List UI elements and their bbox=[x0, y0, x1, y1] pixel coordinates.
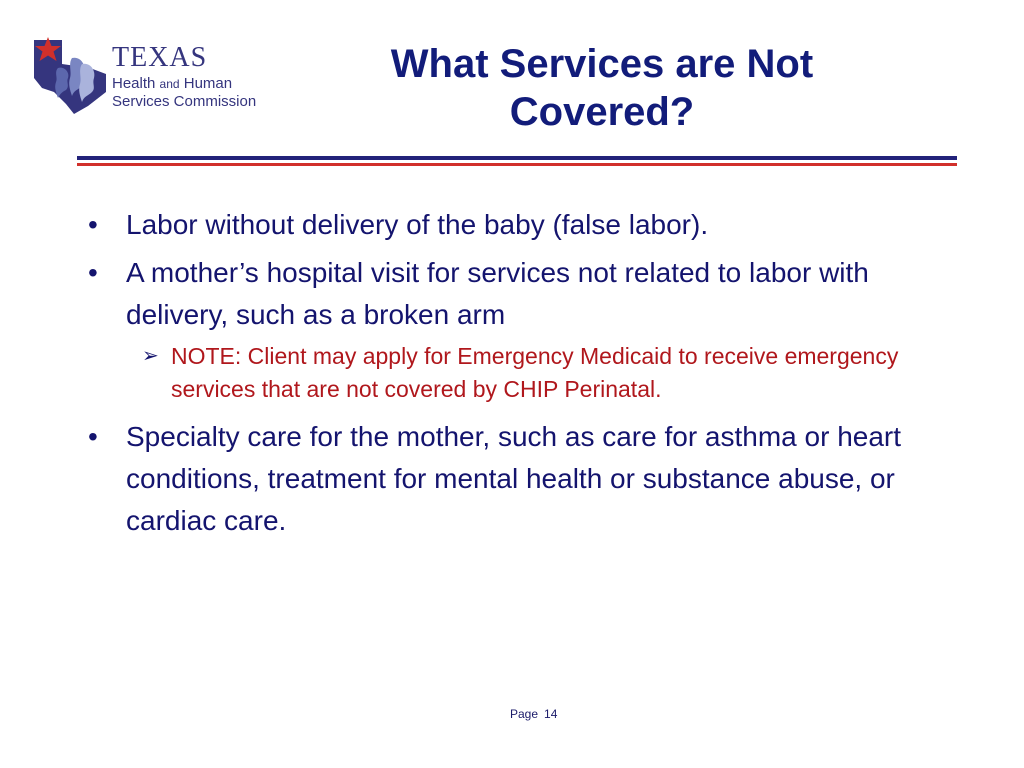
logo-and: and bbox=[159, 77, 180, 91]
bullet-item bbox=[84, 252, 964, 336]
bullet-item bbox=[84, 416, 964, 542]
sub-bullet-text: NOTE: Client may apply for Emergency Medicaid to receive emergency services that are not covered by CHIP Perinatal. bbox=[171, 343, 899, 402]
bullet-text: Specialty care for the mother, such as care for asthma or heart conditions, treatment for mental health or substance abuse, or cardiac care. bbox=[126, 421, 902, 536]
page-label: Page bbox=[510, 707, 539, 721]
divider-red bbox=[77, 163, 957, 166]
slide-title bbox=[322, 40, 882, 136]
bullet-marker: • bbox=[88, 257, 98, 288]
sub-bullet-item bbox=[84, 340, 964, 406]
logo-text bbox=[112, 44, 256, 110]
bullet-text: Labor without delivery of the baby (false labor). bbox=[126, 209, 709, 240]
arrow-bullet-icon: ➢ bbox=[142, 345, 159, 367]
bullet-item bbox=[84, 204, 964, 246]
slide-title-line-1: What Services are Not bbox=[390, 42, 814, 86]
logo-line-1 bbox=[112, 75, 256, 93]
bullet-marker: • bbox=[88, 421, 98, 452]
logo-human: Human bbox=[179, 75, 233, 92]
logo-line-2: Services Commission bbox=[112, 93, 257, 110]
texas-star-silhouette-icon bbox=[28, 34, 108, 114]
bullet-marker: • bbox=[88, 209, 98, 240]
slide-content bbox=[84, 204, 964, 548]
texas-hhsc-logo bbox=[28, 34, 268, 118]
bullet-text: A mother’s hospital visit for services not related to labor with delivery, such as a broken arm bbox=[126, 257, 869, 330]
logo-word: TEXAS bbox=[112, 42, 208, 73]
page-number: 14 bbox=[544, 707, 558, 721]
slide-title-line-2: Covered? bbox=[509, 90, 695, 134]
page-footer bbox=[510, 707, 557, 721]
divider-blue bbox=[77, 156, 957, 160]
logo-health: Health bbox=[112, 75, 160, 92]
